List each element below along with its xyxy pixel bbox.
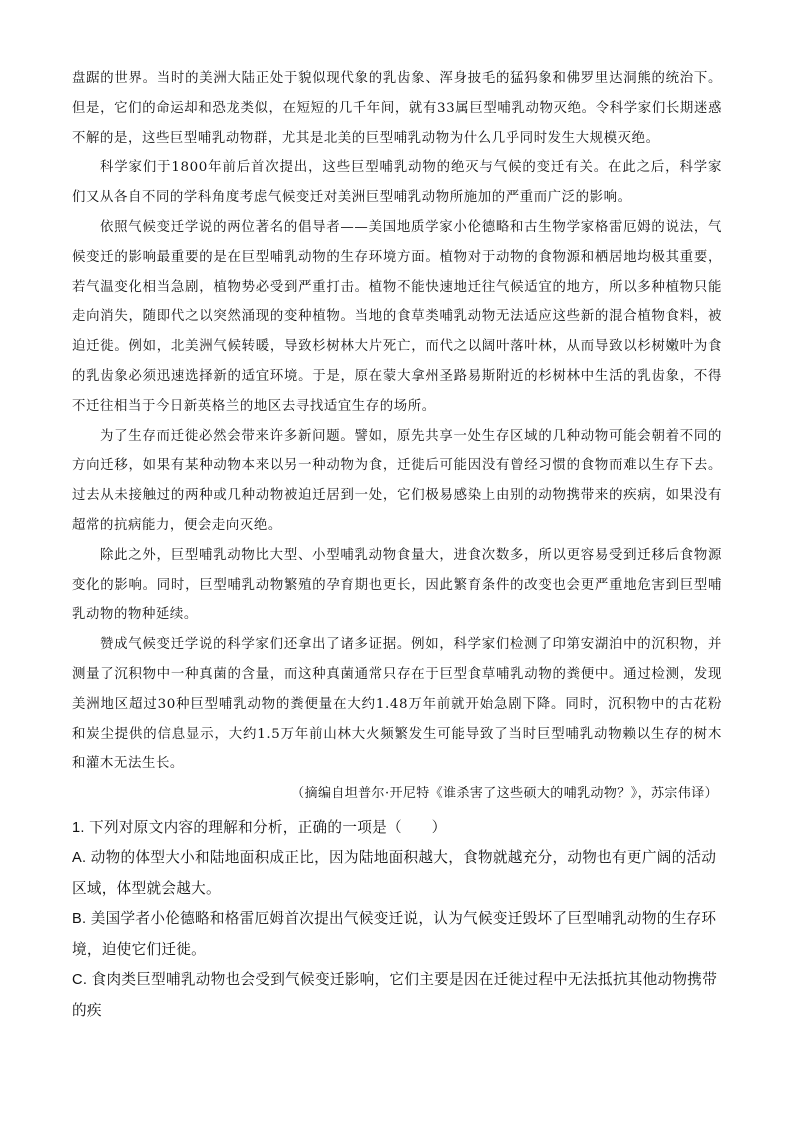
paragraph-2: 科学家们于1800年前后首次提出，这些巨型哺乳动物的绝灭与气候的变迁有关。在此之后，科学家们又从各自不同的学科角度考虑气候变迁对美洲巨型哺乳动物所施加的严重而广泛的影响。 (72, 160, 722, 206)
question-stem: 1. 下列对原文内容的理解和分析，正确的一项是（ ） (72, 819, 447, 836)
option-c[interactable]: C. 食肉类巨型哺乳动物也会受到气候变迁影响，它们主要是因在迁徙过程中无法抵抗其他动物携带的疾 (72, 972, 718, 1019)
option-b[interactable]: B. 美国学者小伦德略和格雷厄姆首次提出气候变迁说，认为气候变迁毁坏了巨型哺乳动物的生存环境，迫使它们迁徙。 (72, 911, 717, 958)
paragraph-3: 依照气候变迁学说的两位著名的倡导者——美国地质学家小伦德略和古生物学家格雷厄姆的说法，气候变迁的影响最重要的是在巨型哺乳动物的生存环境方面。植物对于动物的食物源和栖居地均极其重要，若气温变化相当急剧，植物势必受到严重打击。植物不能快速地迁往气候适宜的地方，所以多种植物只能走向消失，随即代之以突然涌现的变种植物。当地的食草类哺乳动物无法适应这些新的混合植物食料，被迫迁徙。例如，北美洲气候转暖，导致杉树林大片死亡，而代之以阔叶落叶林，从而导致以杉树嫩叶为食的乳齿象必须迅速选择新的适宜环境。于是，原在蒙大拿州圣路易斯附近的杉树林中生活的乳齿象，不得不迁往相当于今日新英格兰的地区去寻找适宜生存的场所。 (72, 219, 722, 414)
paragraph-6: 赞成气候变迁学说的科学家们还拿出了诸多证据。例如，科学家们检测了印第安湖泊中的沉积物，并测量了沉积物中一种真菌的含量，而这种真菌通常只存在于巨型食草哺乳动物的粪便中。通过检测，发现美洲地区超过30种巨型哺乳动物的粪便量在大约1.48万年前就开始急剧下降。同时，沉积物中的古花粉和炭尘提供的信息显示，大约1.5万年前山林大火频繁发生可能导致了当时巨型哺乳动物赖以生存的树木和灌木无法生长。 (72, 637, 722, 772)
option-a[interactable]: A. 动物的体型大小和陆地面积成正比，因为陆地面积越大，食物就越充分，动物也有更广阔的活动区域，体型就会越大。 (72, 850, 717, 897)
article-source: （摘编自坦普尔·开尼特《谁杀害了这些硕大的哺乳动物？》，苏宗伟译） (291, 786, 718, 802)
paragraph-4: 为了生存而迁徙必然会带来许多新问题。譬如，原先共享一处生存区域的几种动物可能会朝着不同的方向迁移，如果有某种动物本来以另一种动物为食，迁徙后可能因没有曾经习惯的食物而难以生存下去。过去从未接触过的两种或几种动物被迫迁居到一处，它们极易感染上由别的动物携带来的疾病，如果没有超常的抗病能力，便会走向灭绝。 (72, 428, 722, 533)
article-body (72, 64, 722, 779)
paragraph-1: 盘踞的世界。当时的美洲大陆正处于貌似现代象的乳齿象、浑身披毛的猛犸象和佛罗里达洞熊的统治下。但是，它们的命运却和恐龙类似，在短短的几千年间，就有33属巨型哺乳动物灭绝。令科学家们长期迷惑不解的是，这些巨型哺乳动物群，尤其是北美的巨型哺乳动物为什么几乎同时发生大规模灭绝。 (72, 71, 722, 146)
document-page (72, 64, 722, 1026)
question-1 (72, 813, 722, 1027)
paragraph-5: 除此之外，巨型哺乳动物比大型、小型哺乳动物食量大，进食次数多，所以更容易受到迁移后食物源变化的影响。同时，巨型哺乳动物繁殖的孕育期也更长，因此繁育条件的改变也会更严重地危害到巨型哺乳动物的物种延续。 (72, 547, 722, 623)
